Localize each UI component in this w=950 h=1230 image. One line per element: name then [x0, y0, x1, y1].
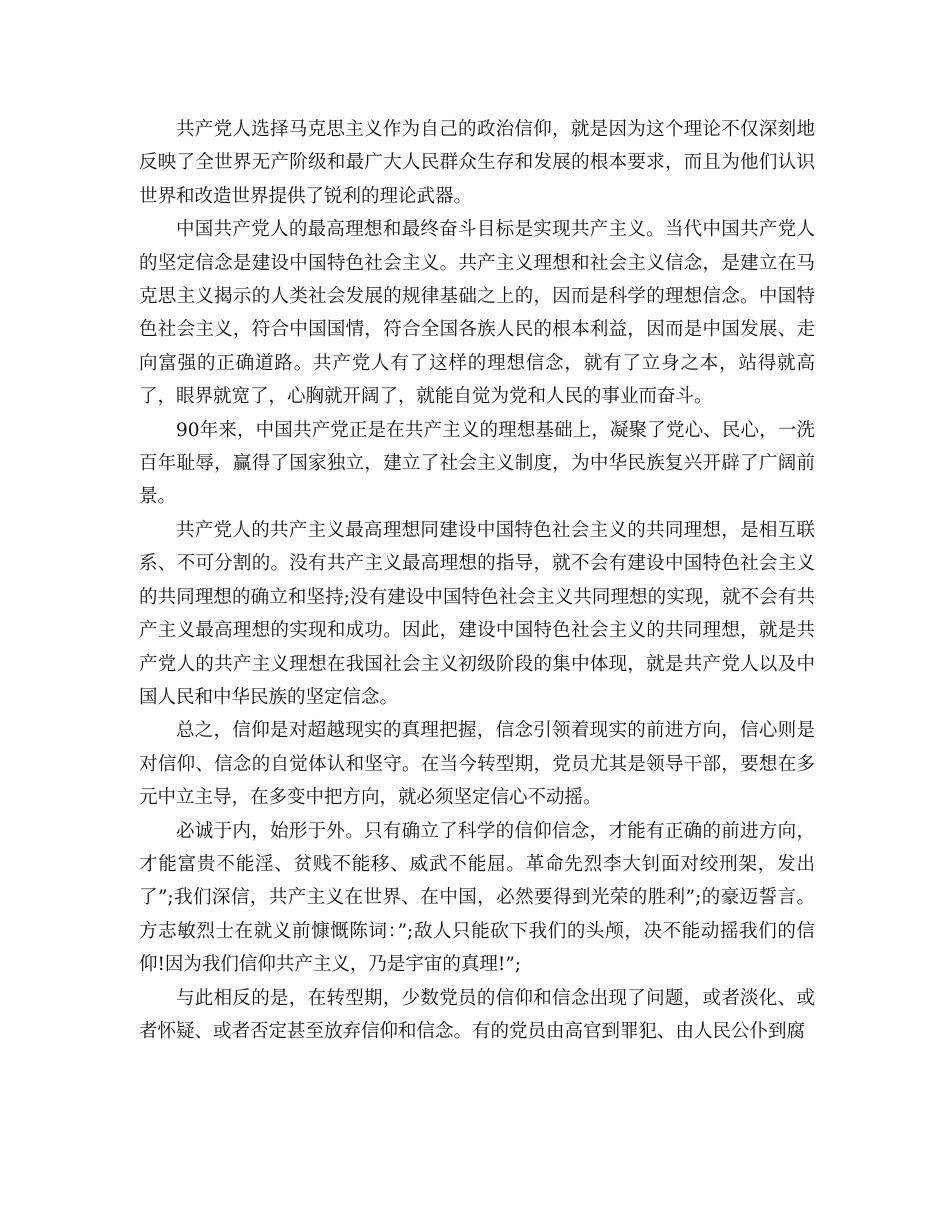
paragraph: 中国共产党人的最高理想和最终奋斗目标是实现共产主义。当代中国共产党人的坚定信念是建设中国特色社会主义。共产主义理想和社会主义信念，是建立在马克思主义揭示的人类社会发展的规律基础之上的，因而是科学的理想信念。中国特色社会主义，符合中国国情，符合全国各族人民的根本利益，因而是中国发展、走向富强的正确道路。共产党人有了这样的理想信念，就有了立身之本，站得就高了，眼界就宽了，心胸就开阔了，就能自觉为党和人民的事业而奋斗。	[139, 219, 815, 408]
document-page	[139, 113, 815, 1048]
paragraph: 总之，信仰是对超越现实的真理把握，信念引领着现实的前进方向，信心则是对信仰、信念的自觉体认和坚守。在当今转型期，党员尤其是领导干部，要想在多元中立主导，在多变中把方向，就必须坚定信心不动摇。	[139, 720, 815, 809]
paragraph: 90年来，中国共产党正是在共产主义的理想基础上，凝聚了党心、民心，一洗百年耻辱，赢得了国家独立，建立了社会主义制度，为中华民族复兴开辟了广阔前景。	[139, 419, 815, 508]
paragraph: 必诚于内，始形于外。只有确立了科学的信仰信念，才能有正确的前进方向，才能富贵不能淫、贫贱不能移、威武不能屈。革命先烈李大钊面对绞刑架，发出了”;我们深信，共产主义在世界、在中国，必然要得到光荣的胜利”;的豪迈誓言。方志敏烈士在就义前慷慨陈词：”;敌人只能砍下我们的头颅，决不能动摇我们的信仰!因为我们信仰共产主义，乃是宇宙的真理!”;	[139, 820, 815, 976]
paragraph: 共产党人选择马克思主义作为自己的政治信仰，就是因为这个理论不仅深刻地反映了全世界无产阶级和最广大人民群众生存和发展的根本要求，而且为他们认识世界和改造世界提供了锐利的理论武器。	[139, 119, 815, 207]
paragraph: 共产党人的共产主义最高理想同建设中国特色社会主义的共同理想，是相互联系、不可分割的。没有共产主义最高理想的指导，就不会有建设中国特色社会主义的共同理想的确立和坚持;没有建设中国特色社会主义共同理想的实现，就不会有共产主义最高理想的实现和成功。因此，建设中国特色社会主义的共同理想，就是共产党人的共产主义理想在我国社会主义初级阶段的集中体现，就是共产党人以及中国人民和中华民族的坚定信念。	[139, 519, 815, 708]
paragraph: 与此相反的是，在转型期，少数党员的信仰和信念出现了问题，或者淡化、或者怀疑、或者否定甚至放弃信仰和信念。有的党员由高官到罪犯、由人民公仆到腐	[139, 987, 815, 1042]
